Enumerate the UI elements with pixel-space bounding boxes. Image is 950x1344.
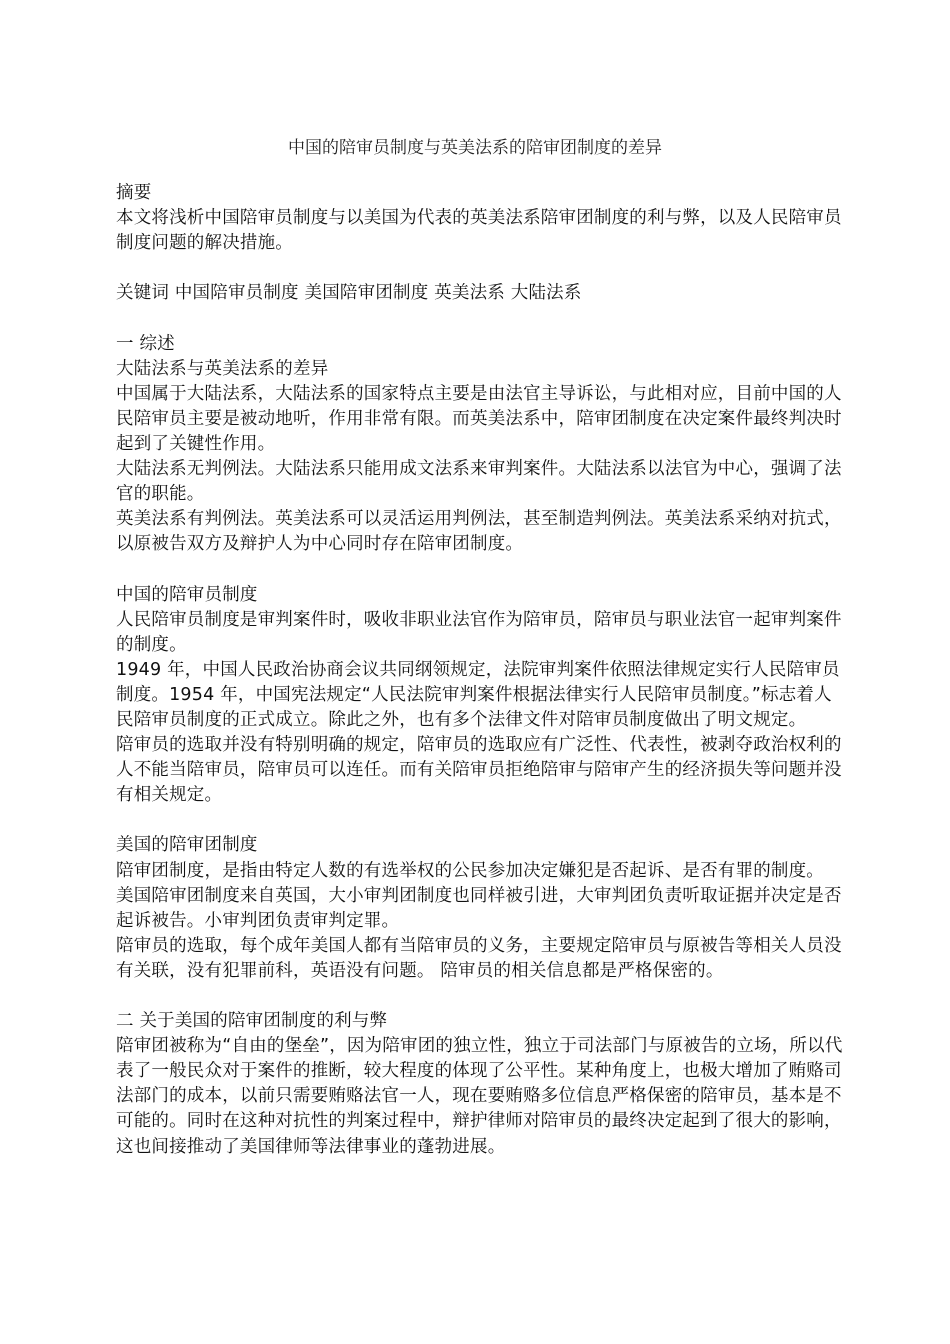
subsection-heading: 中国的陪审员制度 [116,584,258,605]
body-paragraph: 陪审团制度，是指由特定人数的有选举权的公民参加决定嫌犯是否起诉、是否有罪的制度。 [116,860,824,881]
paragraph-gap [116,256,846,281]
subsection-heading: 美国的陪审团制度 [116,835,258,856]
keywords-line: 关键词 中国陪审员制度 美国陪审团制度 英美法系 大陆法系 [116,283,582,304]
subsection-heading: 大陆法系与英美法系的差异 [116,358,329,379]
paragraph-gap [116,984,846,1009]
abstract-paragraph: 本文将浅析中国陪审员制度与以美国为代表的英美法系陪审团制度的利与弊，以及人民陪审员制度问题的解决措施。 [116,208,842,254]
document-body [116,181,846,1160]
body-paragraph: 陪审团被称为“自由的堡垒”，因为陪审团的独立性，独立于司法部门与原被告的立场，所以代表了一般民众对于案件的推断，较大程度的体现了公平性。某种角度上，也极大增加了贿赂司法部门的成本，以前只需要贿赂法官一人，现在要贿赂多位信息严格保密的陪审员，基本是不可能的。同时在这种对抗性的判案过程中，辩护律师对陪审员的最终决定起到了很大的影响，这也间接推动了美国律师等法律事业的蓬勃进展。 [116,1036,843,1157]
document-title: 中国的陪审员制度与英美法系的陪审团制度的差异 [288,138,662,158]
body-paragraph: 陪审员的选取并没有特别明确的规定，陪审员的选取应有广泛性、代表性，被剥夺政治权利的人不能当陪审员，陪审员可以连任。而有关陪审员拒绝陪审与陪审产生的经济损失等问题并没有相关规定。 [116,735,842,806]
paragraph-gap [116,557,846,582]
body-paragraph: 1949 年，中国人民政治协商会议共同纲领规定，法院审判案件依照法律规定实行人民陪审员制度。1954 年，中国宪法规定“人民法院审判案件根据法律实行人民陪审员制度。”标志着人民陪审员制度的正式成立。除此之外，也有多个法律文件对陪审员制度做出了明文规定。 [116,659,840,730]
body-paragraph: 美国陪审团制度来自英国，大小审判团制度也同样被引进，大审判团负责听取证据并决定是否起诉被告。小审判团负责审判定罪。 [116,885,842,931]
section-heading: 二 关于美国的陪审团制度的利与弊 [116,1011,388,1032]
body-paragraph: 中国属于大陆法系，大陆法系的国家特点主要是由法官主导诉讼，与此相对应，目前中国的人民陪审员主要是被动地听，作用非常有限。而英美法系中，陪审团制度在决定案件最终判决时起到了关键性作用。 [116,383,842,454]
body-paragraph: 人民陪审员制度是审判案件时，吸收非职业法官作为陪审员，陪审员与职业法官一起审判案件的制度。 [116,609,842,655]
paragraph-gap [116,306,846,331]
paragraph-gap [116,808,846,833]
section-heading: 一 综述 [116,333,175,354]
body-paragraph: 英美法系有判例法。英美法系可以灵活运用判例法，甚至制造判例法。英美法系采纳对抗式，以原被告双方及辩护人为中心同时存在陪审团制度。 [116,509,842,555]
body-paragraph: 大陆法系无判例法。大陆法系只能用成文法系来审判案件。大陆法系以法官为中心，强调了法官的职能。 [116,459,842,505]
body-paragraph: 陪审员的选取，每个成年美国人都有当陪审员的义务，主要规定陪审员与原被告等相关人员没有关联，没有犯罪前科，英语没有问题。 陪审员的相关信息都是严格保密的。 [116,935,842,981]
abstract-heading: 摘要 [116,183,152,203]
